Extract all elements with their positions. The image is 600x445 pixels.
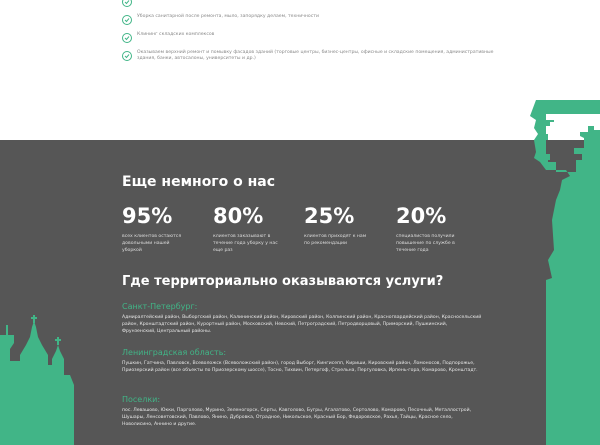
about-title: Еще немного о нас (122, 174, 276, 190)
region-name: Поселки: (122, 395, 161, 404)
stat-value: 80% (213, 204, 264, 228)
stat-block (396, 204, 476, 254)
region-block (122, 302, 482, 335)
list-item (122, 0, 502, 10)
region-text: Пушкин, Гатчина, Павловск, Всеволожск (Всеволожский район), город Выборг, Кингисепп, Кириши, Кировский район, Ломоносов, Подпорожье, Приозерский район (все объекты по Приозерскому шоссе), Тосно, Тихвин, Петергоф, Стрельна, Пергуловка, Ирпень-гора, Комарово, Кронштадт. (122, 361, 478, 373)
region-name: Ленинградская область: (122, 348, 227, 357)
check-icon (122, 15, 132, 25)
stat-block (304, 204, 384, 247)
stat-description: клиентов заказывают в течение года уборку у нас еще раз (213, 234, 278, 253)
services-list-section (0, 0, 600, 140)
region-block (122, 395, 482, 428)
region-block (122, 348, 482, 374)
stat-description: специалистов получили повышение по службе в течение года (396, 234, 455, 253)
region-name: Санкт-Петербург: (122, 302, 198, 311)
check-icon (122, 51, 132, 61)
church-silhouette (0, 315, 80, 445)
stat-description: всех клиентов остаются довольными нашей уборкой (122, 234, 182, 253)
list-item (122, 32, 502, 46)
tower-silhouette (526, 100, 600, 445)
stat-value: 95% (122, 204, 173, 228)
stat-block (213, 204, 293, 254)
region-text: пос. Левашово, Юкки, Парголово, Мурино, Зеленогорск, Серты, Кавголово, Бугры, Агалатово, Сертолово, Комарово, Песочный, Металлострой, Шушары, Ленсоветовский, Павлово, Янино, Дубровка, Отрадное, Никольское, Красный Бор, Федоровское, Рахья, Тайцы, Красное село, Новолисино, Аннино и другие. (122, 408, 472, 427)
stat-block (122, 204, 202, 254)
stat-description: клиентов приходят к нам по рекомендации (304, 234, 367, 246)
region-text: Адмиралтейский район, Выборгский район, Калининский район, Кировский район, Колпинский район, Красногвардейский район, Красносельский район, Кронштадтский район, Курортный район, Московский, Невский, Петроградский, Петродворцовый, Приморский, Пушкинский, Фрунзенский, Центральный районы. (122, 315, 482, 334)
list-item-text: Оказываем верхний ремонт и помывку фасадов зданий (торговые центры, бизнес-центры, офисные и складские помещения, административные здания, банки, автосалоны, университеты и др.) (137, 50, 494, 61)
list-item-text: Клининг складских комплексов (137, 32, 215, 37)
list-item (122, 14, 502, 28)
stat-value: 20% (396, 204, 447, 228)
territory-title: Где территориально оказываются услуги? (122, 274, 444, 289)
services-check-list (122, 0, 502, 68)
list-item-text (137, 0, 497, 2)
about-section (0, 140, 600, 445)
check-icon (122, 0, 132, 7)
stat-value: 25% (304, 204, 355, 228)
check-icon (122, 33, 132, 43)
list-item (122, 50, 502, 64)
list-item-text: Уборка санитарной после ремонта, мыло, запорядку делаем, техничности (137, 14, 319, 19)
